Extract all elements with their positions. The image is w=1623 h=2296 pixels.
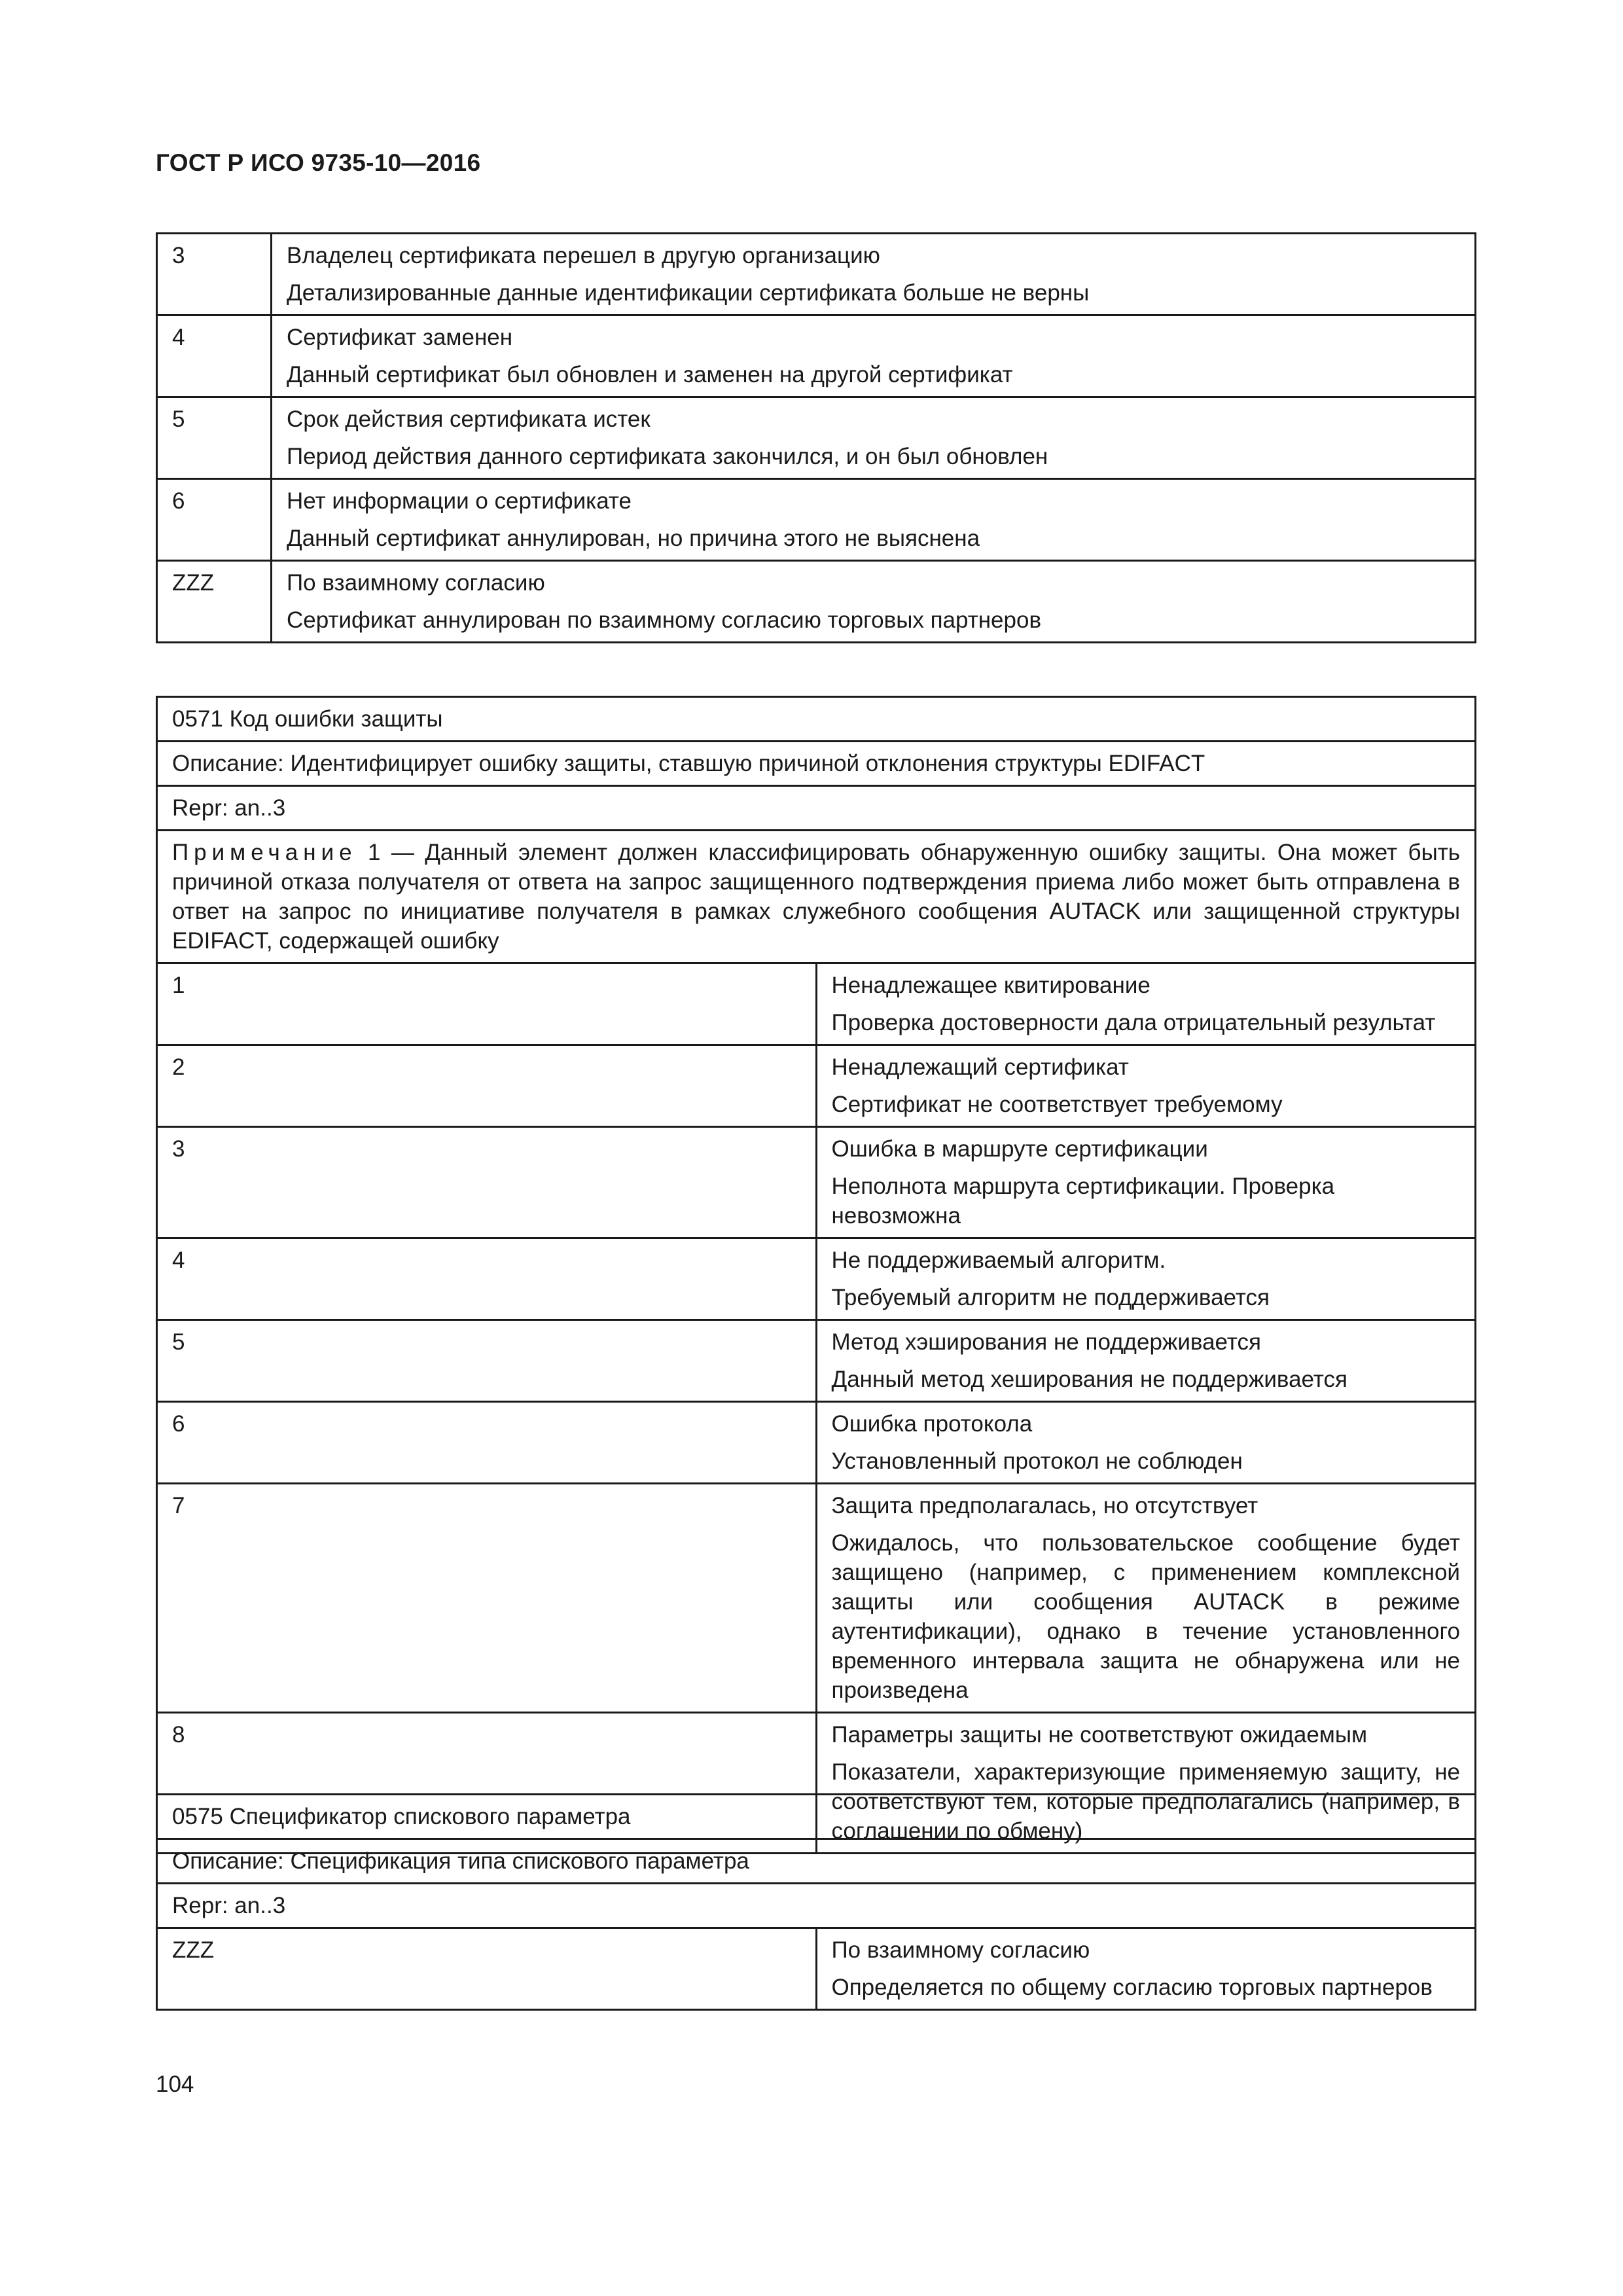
code-cell: 2 — [157, 1045, 817, 1127]
code-cell: 4 — [157, 315, 272, 397]
value-description: Установленный протокол не соблюден — [831, 1448, 1243, 1474]
table-row — [157, 1795, 1476, 1839]
value-description: Показатели, характеризующие применяемую защиту, не соответствуют тем, которые предполагались (например, в соглашении по обмену) — [831, 1759, 1460, 1844]
page-number: 104 — [156, 2072, 194, 2097]
value-description: Сертификат аннулирован по взаимному согласию торговых партнеров — [287, 607, 1042, 633]
element-title: 0575 Спецификатор спискового параметра — [157, 1795, 1476, 1839]
document-header: ГОСТ Р ИСО 9735-10—2016 — [156, 149, 481, 176]
value-description: Определяется по общему согласию торговых партнеров — [831, 1975, 1433, 2000]
code-cell: 5 — [157, 397, 272, 479]
table-row — [157, 1928, 1476, 2010]
table-row — [157, 1402, 1476, 1484]
value-cell — [816, 963, 1476, 1045]
table-row — [157, 1045, 1476, 1127]
table-row — [157, 1127, 1476, 1238]
value-description: Данный сертификат аннулирован, но причина этого не выяснена — [287, 526, 980, 551]
value-cell — [816, 1127, 1476, 1238]
value-name: Ненадлежащий сертификат — [831, 1054, 1129, 1080]
code-cell: 6 — [157, 479, 272, 561]
table-row — [157, 831, 1476, 963]
table-row — [157, 963, 1476, 1045]
code-cell: 6 — [157, 1402, 817, 1484]
code-cell: 8 — [157, 1713, 817, 1854]
value-name: Срок действия сертификата истек — [287, 406, 651, 432]
table-row — [157, 315, 1476, 397]
table-row — [157, 697, 1476, 742]
value-cell — [816, 1928, 1476, 2010]
element-0571-table — [156, 696, 1476, 1854]
value-cell — [816, 1238, 1476, 1320]
value-name: По взаимному согласию — [287, 570, 545, 596]
code-cell: 7 — [157, 1484, 817, 1713]
table-row — [157, 1320, 1476, 1402]
table-row — [157, 1238, 1476, 1320]
value-cell — [272, 234, 1476, 315]
code-cell: ZZZ — [157, 1928, 817, 2010]
table-row — [157, 479, 1476, 561]
value-name: Владелец сертификата перешел в другую организацию — [287, 243, 880, 268]
code-cell: 4 — [157, 1238, 817, 1320]
value-cell — [272, 561, 1476, 643]
element-title: 0571 Код ошибки защиты — [157, 697, 1476, 742]
code-cell: 3 — [157, 234, 272, 315]
value-name: Нет информации о сертификате — [287, 488, 632, 514]
value-description: Проверка достоверности дала отрицательный результат — [831, 1010, 1436, 1035]
code-cell: ZZZ — [157, 561, 272, 643]
code-cell: 3 — [157, 1127, 817, 1238]
value-name: Защита предполагалась, но отсутствует — [831, 1493, 1258, 1518]
value-cell — [272, 397, 1476, 479]
value-cell — [816, 1320, 1476, 1402]
table-row — [157, 786, 1476, 831]
note-label: Примечание — [172, 840, 357, 865]
value-description: Данный метод хеширования не поддерживается — [831, 1367, 1347, 1392]
table-row — [157, 397, 1476, 479]
value-name: Параметры защиты не соответствуют ожидаемым — [831, 1722, 1368, 1748]
element-description: Описание: Спецификация типа спискового параметра — [157, 1839, 1476, 1884]
value-name: По взаимному согласию — [831, 1937, 1090, 1963]
code-cell: 1 — [157, 963, 817, 1045]
note-text: 1 — Данный элемент должен классифицировать обнаруженную ошибку защиты. Она может быть причиной отказа получателя от ответа на запрос защищенного подтверждения приема либо может быть отправлена в ответ на запрос по инициативе получателя в рамках служебного сообщения AUTACK или защищенной структуры EDIFACT, содержащей ошибку — [172, 840, 1460, 954]
value-description: Данный сертификат был обновлен и заменен на другой сертификат — [287, 362, 1013, 387]
table-row — [157, 561, 1476, 643]
table-row — [157, 1484, 1476, 1713]
value-cell — [272, 315, 1476, 397]
value-name: Сертификат заменен — [287, 325, 513, 350]
value-cell — [816, 1402, 1476, 1484]
table-row — [157, 1839, 1476, 1884]
element-description: Описание: Идентифицирует ошибку защиты, ставшую причиной отклонения структуры EDIFACT — [157, 742, 1476, 786]
value-name: Метод хэширования не поддерживается — [831, 1329, 1261, 1355]
value-description: Ожидалось, что пользовательское сообщение будет защищено (например, с применением комплексной защиты или сообщения AUTACK в режиме аутентификации), однако в течение установленного временного интервала защита не обнаружена или не произведена — [831, 1530, 1460, 1703]
element-0575-table — [156, 1793, 1476, 2011]
table-row — [157, 234, 1476, 315]
element-note — [157, 831, 1476, 963]
value-name: Ошибка протокола — [831, 1411, 1033, 1437]
value-name: Ненадлежащее квитирование — [831, 973, 1150, 998]
value-name: Не поддерживаемый алгоритм. — [831, 1247, 1166, 1273]
value-description: Детализированные данные идентификации сертификата больше не верны — [287, 280, 1090, 306]
value-cell — [816, 1484, 1476, 1713]
value-description: Период действия данного сертификата закончился, и он был обновлен — [287, 444, 1048, 469]
code-cell: 5 — [157, 1320, 817, 1402]
table-row — [157, 742, 1476, 786]
value-name: Ошибка в маршруте сертификации — [831, 1136, 1208, 1162]
element-representation: Repr: an..3 — [157, 1884, 1476, 1928]
value-description: Сертификат не соответствует требуемому — [831, 1092, 1283, 1117]
value-cell — [816, 1045, 1476, 1127]
value-description: Неполнота маршрута сертификации. Проверка невозможна — [831, 1174, 1335, 1229]
code-table-continuation — [156, 232, 1476, 643]
table-row — [157, 1884, 1476, 1928]
value-description: Требуемый алгоритм не поддерживается — [831, 1285, 1270, 1310]
value-cell — [272, 479, 1476, 561]
element-representation: Repr: an..3 — [157, 786, 1476, 831]
